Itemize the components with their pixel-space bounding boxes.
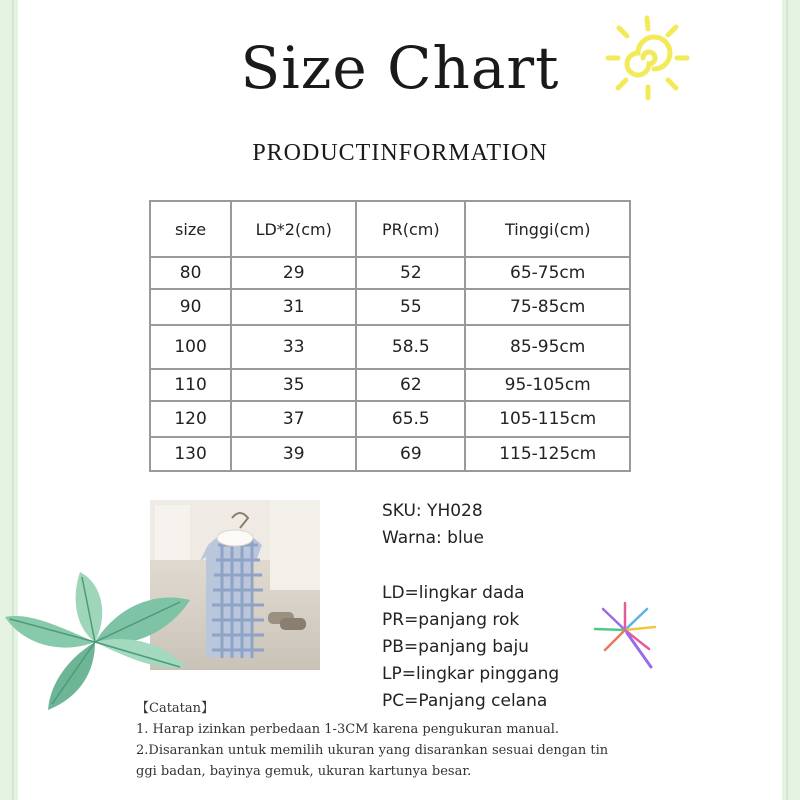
header-pr: PR(cm)	[356, 201, 465, 257]
notes-heading: 【Catatan】	[136, 701, 215, 716]
table-cell: 52	[356, 257, 465, 289]
header-size: size	[150, 201, 231, 257]
table-row	[150, 437, 630, 471]
table-cell: 115-125cm	[465, 437, 630, 471]
size-table	[149, 200, 631, 472]
table-cell: 110	[150, 369, 231, 401]
table-cell: 80	[150, 257, 231, 289]
sparkle-icon	[585, 595, 665, 670]
page-subtitle: PRODUCTINFORMATION	[252, 140, 548, 166]
page-title: Size Chart	[240, 34, 560, 102]
table-cell: 130	[150, 437, 231, 471]
table-cell: 100	[150, 325, 231, 369]
sku-text: SKU: YH028	[382, 501, 483, 521]
table-cell: 62	[356, 369, 465, 401]
table-cell: 33	[231, 325, 356, 369]
legend-item: PC=Panjang celana	[382, 691, 548, 711]
product-info	[382, 498, 559, 715]
table-cell: 105-115cm	[465, 401, 630, 437]
notes-line: 2.Disarankan untuk memilih ukuran yang disarankan sesuai dengan tin	[136, 743, 609, 758]
table-row	[150, 257, 630, 289]
table-cell: 58.5	[356, 325, 465, 369]
table-cell: 75-85cm	[465, 289, 630, 325]
table-header-row	[150, 201, 630, 257]
color-text: Warna: blue	[382, 528, 484, 548]
header-tinggi: Tinggi(cm)	[465, 201, 630, 257]
table-cell: 31	[231, 289, 356, 325]
table-row	[150, 369, 630, 401]
table-cell: 55	[356, 289, 465, 325]
table-cell: 90	[150, 289, 231, 325]
leaf-decoration-icon	[0, 572, 190, 712]
table-cell: 120	[150, 401, 231, 437]
table-cell: 65-75cm	[465, 257, 630, 289]
table-cell: 69	[356, 437, 465, 471]
legend-item: PR=panjang rok	[382, 610, 520, 630]
table-row	[150, 401, 630, 437]
table-cell: 39	[231, 437, 356, 471]
notes-line: 1. Harap izinkan perbedaan 1-3CM karena pengukuran manual.	[136, 722, 560, 737]
table-row	[150, 325, 630, 369]
table-cell: 85-95cm	[465, 325, 630, 369]
notes-line: ggi badan, bayinya gemuk, ukuran kartunya besar.	[136, 764, 472, 779]
legend-item: PB=panjang baju	[382, 637, 529, 657]
table-cell: 35	[231, 369, 356, 401]
table-cell: 37	[231, 401, 356, 437]
notes-section	[136, 698, 608, 782]
table-cell: 29	[231, 257, 356, 289]
right-border-stripe	[786, 0, 788, 800]
table-cell: 65.5	[356, 401, 465, 437]
table-cell: 95-105cm	[465, 369, 630, 401]
legend-item: LP=lingkar pinggang	[382, 664, 560, 684]
legend-item: LD=lingkar dada	[382, 583, 525, 603]
header-ld: LD*2(cm)	[231, 201, 356, 257]
table-row	[150, 289, 630, 325]
